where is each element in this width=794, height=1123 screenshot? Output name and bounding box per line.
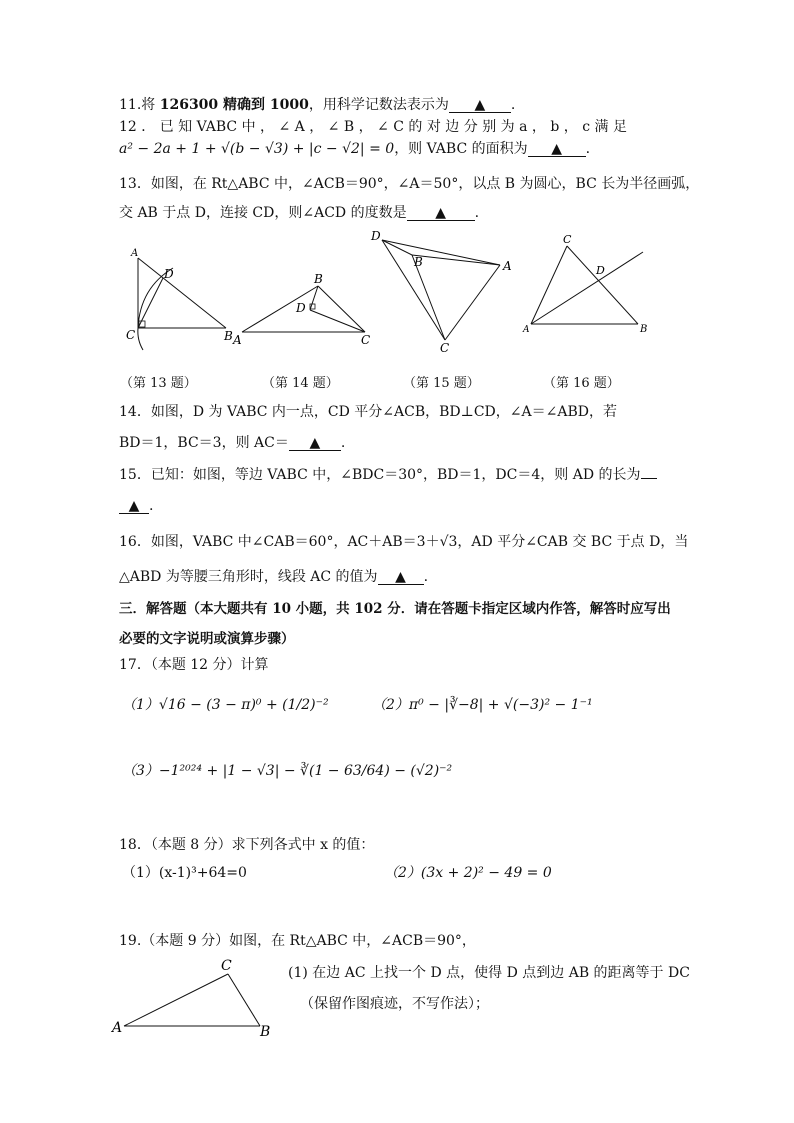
question-14-line1: 14．如图，D 为 VABC 内一点，CD 平分∠ACB，BD⊥CD，∠A＝∠ABD，若 — [119, 404, 617, 420]
question-13-line1: 13．如图，在 Rt△ABC 中，∠ACB＝90°，∠A＝50°，以点 B 为圆心，BC 长为半径画弧， — [119, 176, 700, 192]
question-15-line2: ▲ . — [119, 497, 153, 515]
question-16-line1: 16．如图，VABC 中∠CAB＝60°，AC＋AB＝3＋√3，AD 平分∠CAB 交 BC 于点 D，当 — [119, 534, 689, 550]
f13-label-b: B — [224, 329, 233, 343]
answer-blank-11: ▲ — [449, 98, 511, 113]
f16-label-a: A — [523, 325, 530, 335]
question-17-part3: （3）−1²⁰²⁴ + |1 − √3| − ∛(1 − 63/64) − (√2)⁻² — [122, 763, 453, 779]
answer-blank-12: ▲ — [528, 142, 586, 157]
f15-label-d: D — [371, 229, 381, 243]
section-3-heading-line2: 必要的文字说明或演算步骤） — [119, 631, 295, 647]
question-19-part1-line1: (1) 在边 AC 上找一个 D 点，使得 D 点到边 AB 的距离等于 DC — [288, 965, 690, 981]
q12-condition: a² − 2a + 1 + √(b − √3) + |c − √2| = 0 — [119, 141, 395, 157]
question-11: 11.将 126300 精确到 1000，用科学记数法表示为 ▲ . — [119, 97, 516, 113]
f14-label-c: C — [361, 333, 371, 347]
f15-label-b: B — [414, 255, 423, 269]
question-15-line1: 15．已知：如图，等边 VABC 中，∠BDC＝30°，BD＝1，DC＝4，则 AD 的长为 — [119, 466, 657, 484]
f15-label-c: C — [440, 341, 450, 355]
answer-blank-15: ▲ — [119, 499, 149, 514]
caption-15: （第 15 题） — [403, 376, 480, 391]
figure-15 — [370, 229, 512, 355]
f13-label-d: D — [164, 267, 174, 281]
figure-14 — [232, 272, 370, 347]
caption-13: （第 13 题） — [120, 376, 197, 391]
figure-19 — [100, 950, 280, 1045]
question-16-line2: △ABD 为等腰三角形时，线段 AC 的值为 ▲ . — [119, 569, 429, 585]
f16-label-c: C — [563, 233, 572, 246]
question-12-line2: a² − 2a + 1 + √(b − √3) + |c − √2| = 0，则 VABC 的面积为 ▲ . — [119, 141, 591, 157]
question-19-part1-line2: （保留作图痕迹，不写作法）； — [300, 996, 489, 1012]
f15-label-a: A — [503, 259, 512, 273]
question-19-title: 19.（本题 9 分）如图，在 Rt△ABC 中，∠ACB＝90°， — [119, 933, 476, 949]
q11-precision: 1000 — [269, 97, 309, 113]
question-13-line2: 交 AB 于点 D，连接 CD，则∠ACD 的度数是 ▲ . — [119, 205, 480, 221]
answer-blank-16: ▲ — [378, 570, 424, 585]
f16-label-b: B — [640, 324, 648, 335]
question-12-line1: 12 ． 已 知 VABC 中 ， ∠ A ， ∠ B ， ∠ C 的 对 边 分 别 为 a ， b ， c 满 足 — [119, 119, 627, 135]
question-17-part2: （2）π⁰ − |∛−8| + √(−3)² − 1⁻¹ — [372, 697, 593, 713]
question-18-part2: （2）(3x + 2)² − 49 = 0 — [384, 865, 552, 881]
f19-label-a: A — [112, 1020, 123, 1036]
f14-label-a: A — [233, 333, 242, 347]
question-18-title: 18．（本题 8 分）求下列各式中 x 的值： — [119, 837, 375, 853]
question-14-line2: BD＝1，BC＝3，则 AC＝ ▲ . — [119, 435, 346, 451]
answer-blank-13: ▲ — [407, 206, 475, 221]
figures-row — [0, 228, 794, 358]
answer-blank-14: ▲ — [289, 436, 341, 451]
caption-14: （第 14 题） — [262, 376, 339, 391]
f19-label-c: C — [221, 958, 232, 974]
figure-16 — [522, 233, 647, 335]
f13-label-a: A — [131, 248, 139, 259]
f14-label-b: B — [314, 272, 323, 286]
figure-13 — [126, 248, 233, 350]
f16-label-d: D — [596, 264, 605, 277]
f19-label-b: B — [260, 1024, 271, 1040]
answer-blank-15-start — [641, 478, 657, 479]
question-18-part1: （1）(x-1)³+64=0 — [122, 865, 247, 881]
question-17-title: 17．（本题 12 分）计算 — [119, 657, 269, 673]
question-17-part1: （1）√16 − (3 − π)⁰ + (1/2)⁻² — [122, 697, 329, 713]
section-3-heading-line1: 三．解答题（本大题共有 10 小题，共 102 分．请在答题卡指定区域内作答，解答时应写出 — [119, 601, 671, 617]
f14-label-d: D — [296, 301, 306, 315]
caption-16: （第 16 题） — [543, 376, 620, 391]
q11-number: 126300 — [159, 97, 219, 113]
f13-label-c: C — [126, 328, 136, 342]
